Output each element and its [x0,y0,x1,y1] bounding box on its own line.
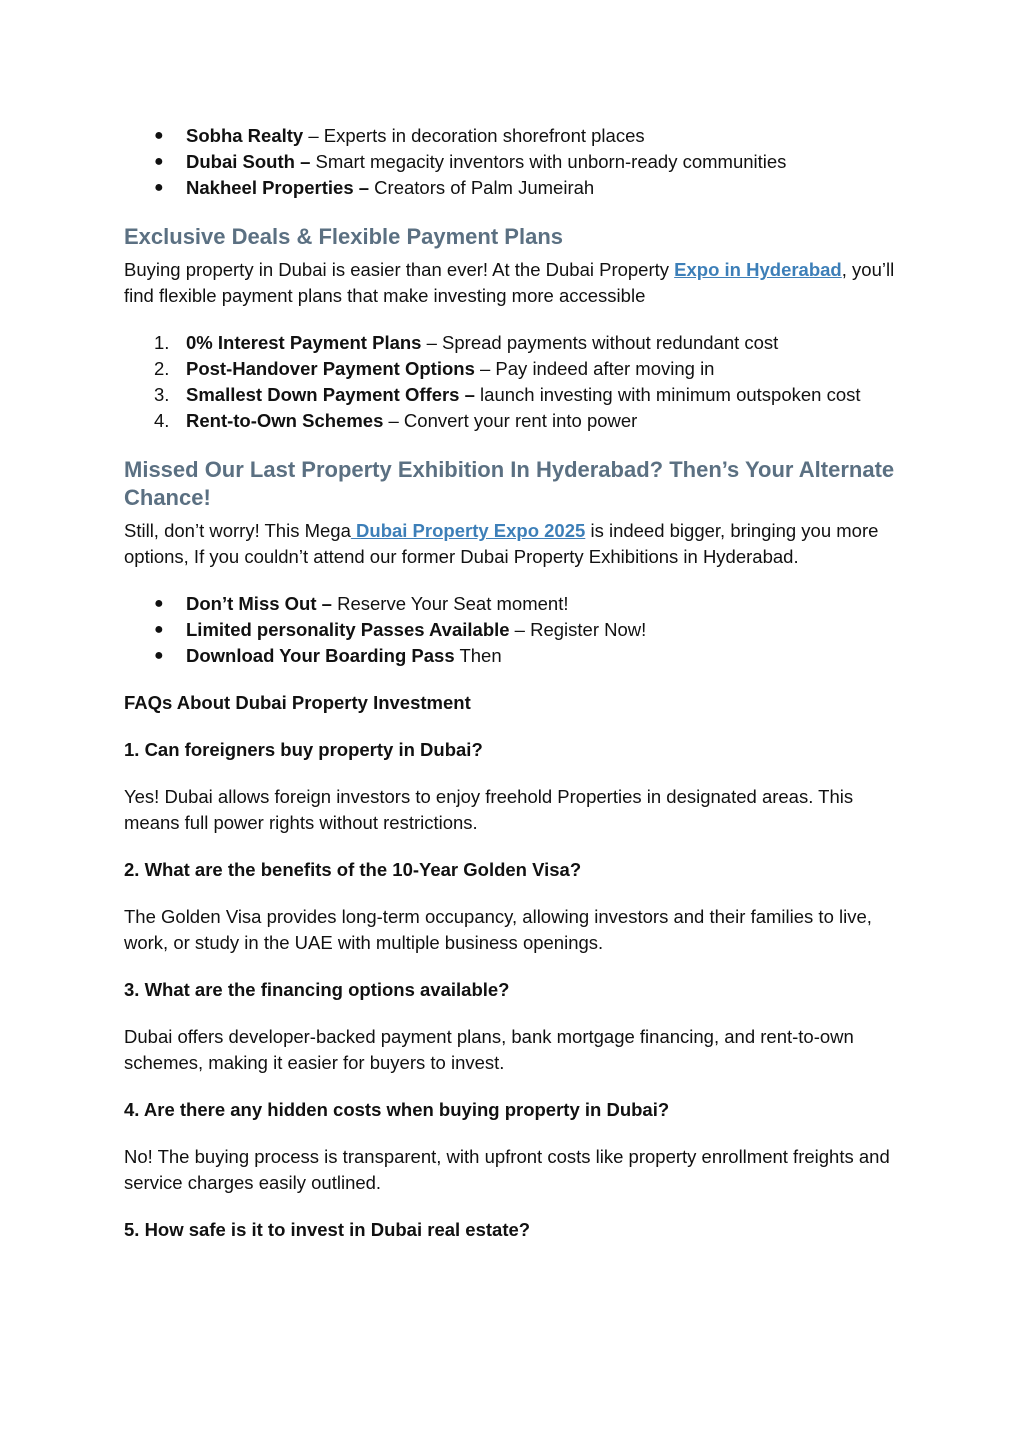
faq-answer: No! The buying process is transparent, with upfront costs like property enrollment freights and service charges easily outlined. [124,1146,890,1193]
bullet-icon: ● [154,595,164,612]
faq-answer: Yes! Dubai allows foreign investors to enjoy freehold Properties in designated areas. This means full power rights without restrictions. [124,786,854,833]
list-item: ● Don’t Miss Out – Reserve Your Seat moment! [124,591,904,617]
section-heading-payment-plans: Exclusive Deals & Flexible Payment Plans [124,224,563,249]
list-item: ● Limited personality Passes Available – Register Now! [124,617,904,643]
faq-answer: Dubai offers developer-backed payment plans, bank mortgage financing, and rent-to-own schemes, making it easier for buyers to invest. [124,1026,854,1073]
list-item: ● Sobha Realty – Experts in decoration shorefront places [124,123,904,149]
bullet-icon: ● [154,127,164,144]
document-page [124,123,904,1243]
faq-question: 3. What are the financing options available? [124,979,510,1000]
expo-in-hyderabad-link[interactable]: Expo in Hyderabad [674,259,842,280]
faq-title: FAQs About Dubai Property Investment [124,692,471,713]
payment-plans-list [124,330,904,434]
list-item: 4. Rent-to-Own Schemes – Convert your rent into power [154,410,638,431]
bullet-icon: ● [154,153,164,170]
list-item: 1. 0% Interest Payment Plans – Spread payments without redundant cost [154,332,779,353]
faq-question: 5. How safe is it to invest in Dubai real estate? [124,1219,531,1240]
list-item: ● Download Your Boarding Pass Then [124,643,904,669]
list-item: ● Dubai South – Smart megacity inventors with unborn-ready communities [124,149,904,175]
section-heading-missed-exhibition: Missed Our Last Property Exhibition In Hyderabad? Then’s Your Alternate Chance! [124,457,895,510]
developer-list [124,123,904,201]
faq-answer: The Golden Visa provides long-term occupancy, allowing investors and their families to live, work, or study in the UAE with multiple business openings. [124,906,872,953]
faq-question: 4. Are there any hidden costs when buying property in Dubai? [124,1099,670,1120]
call-to-action-list [124,591,904,669]
list-item: 3. Smallest Down Payment Offers – launch investing with minimum outspoken cost [154,384,861,405]
list-item: 2. Post-Handover Payment Options – Pay indeed after moving in [154,358,715,379]
missed-exhibition-paragraph: Still, don’t worry! This Mega Dubai Property Expo 2025 is indeed bigger, bringing you more options, If you couldn’t attend our former Dubai Property Exhibitions in Hyderabad. [124,520,879,567]
bullet-icon: ● [154,647,164,664]
bullet-icon: ● [154,179,164,196]
faq-question: 2. What are the benefits of the 10-Year Golden Visa? [124,859,582,880]
payment-plans-paragraph: Buying property in Dubai is easier than ever! At the Dubai Property Expo in Hyderabad, you’ll find flexible payment plans that make investing more accessible [124,259,895,306]
bullet-icon: ● [154,621,164,638]
dubai-property-expo-2025-link[interactable]: Dubai Property Expo 2025 [350,520,586,541]
faq-question: 1. Can foreigners buy property in Dubai? [124,739,483,760]
list-item: ● Nakheel Properties – Creators of Palm Jumeirah [124,175,904,201]
